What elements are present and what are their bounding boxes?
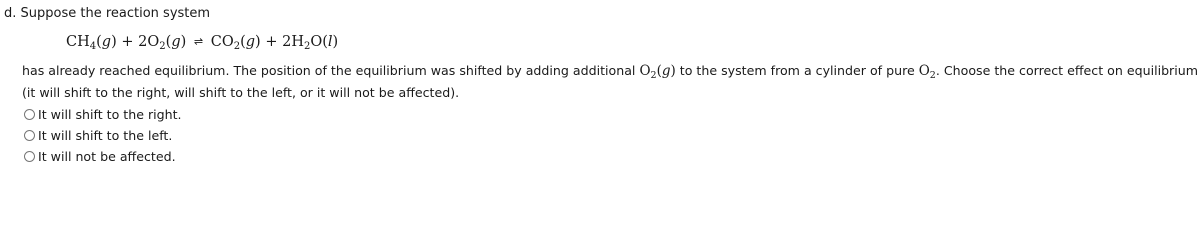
product-co2: $CO_2(g)$ xyxy=(210,34,261,52)
radio-button[interactable] xyxy=(24,151,35,162)
option-label[interactable]: It will not be affected. xyxy=(38,149,176,164)
plus-sign: + xyxy=(121,34,134,50)
product-h2o: $2H_2O(l)$ xyxy=(282,34,339,52)
option-not-affected[interactable] xyxy=(24,146,182,167)
reactant-o2: $2O_2(g)$ xyxy=(138,34,187,52)
reaction-equation xyxy=(66,32,338,52)
plus-sign: + xyxy=(265,34,278,50)
o2-gas-formula: $O_2(g)$ xyxy=(639,63,676,81)
question-body: has already reached equilibrium. The position of the equilibrium was shifted by adding additional $O_2(g)$ to the system from a cylinder of pure $O_2$. Choose the correct effect on equilibrium (it will shift to the right, will shift to the left, or it will not be affected). xyxy=(22,63,1198,100)
question-title: d. Suppose the reaction system xyxy=(4,6,211,21)
option-label[interactable]: It will shift to the left. xyxy=(38,128,173,143)
option-shift-right[interactable] xyxy=(24,104,182,125)
o2-formula: $O_2$ xyxy=(918,63,936,81)
radio-button[interactable] xyxy=(24,109,35,120)
radio-button[interactable] xyxy=(24,130,35,141)
reactant-ch4: $CH_4(g)$ xyxy=(66,34,117,52)
option-label[interactable]: It will shift to the right. xyxy=(38,107,182,122)
option-shift-left[interactable] xyxy=(24,125,182,146)
answer-options xyxy=(24,104,182,167)
equilibrium-arrow: ⇌ xyxy=(193,35,204,48)
